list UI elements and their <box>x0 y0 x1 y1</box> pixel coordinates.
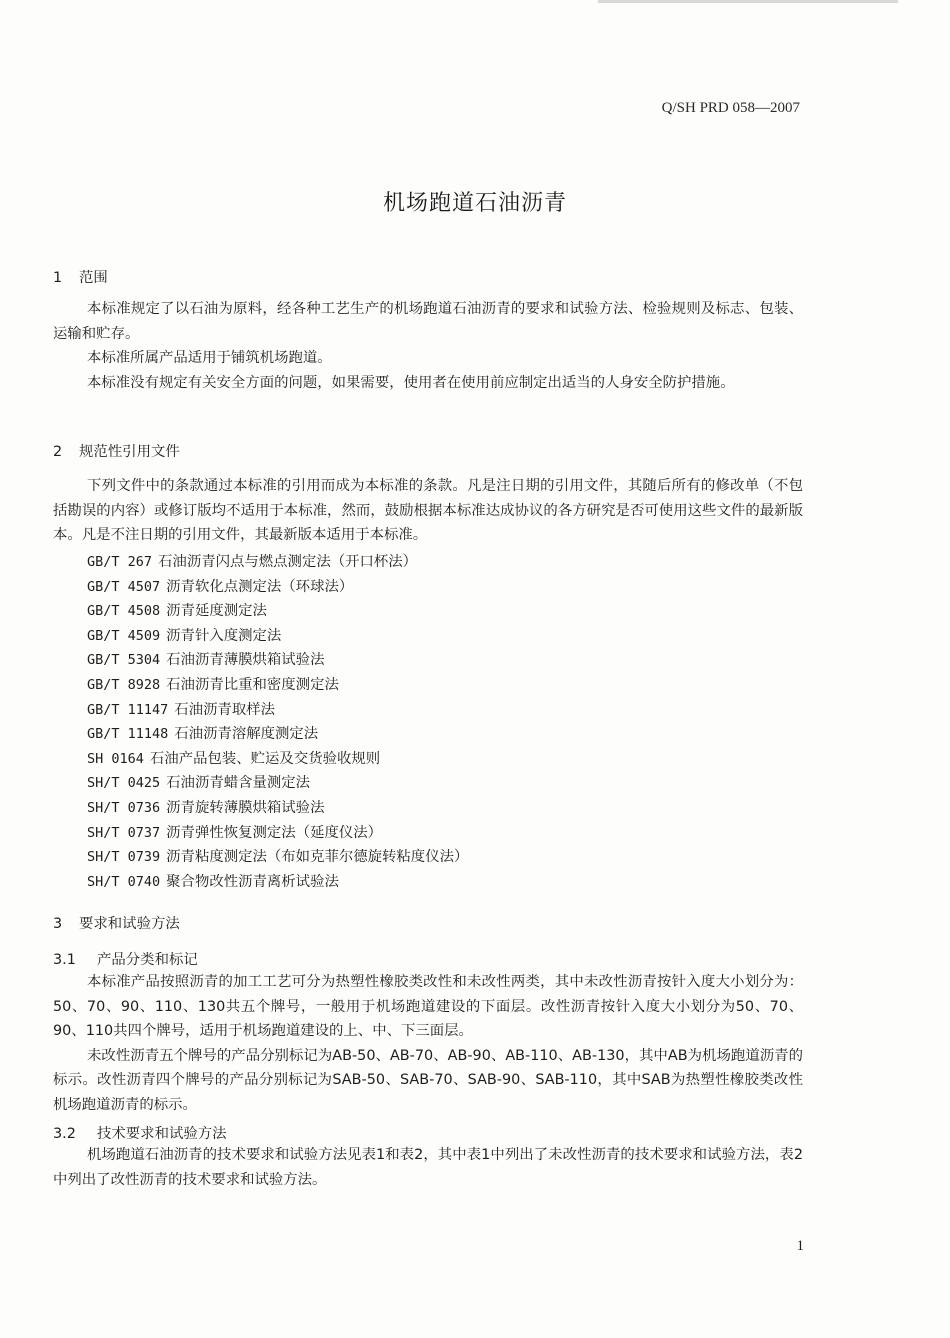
section-number: 3.2 <box>53 1126 76 1142</box>
reference-title: 沥青粘度测定法（布如克菲尔德旋转粘度仪法） <box>166 849 469 866</box>
reference-item <box>87 648 468 673</box>
reference-title: 沥青弹性恢复测定法（延度仪法） <box>166 824 383 841</box>
section-number: 3 <box>53 916 63 932</box>
reference-item <box>87 870 468 895</box>
section-2-intro <box>53 474 803 548</box>
reference-title: 沥青旋转薄膜烘箱试验法 <box>166 799 325 816</box>
reference-code: GB/T 11147 <box>87 701 169 718</box>
section-1-heading <box>53 266 108 287</box>
paragraph: 本标准规定了以石油为原料，经各种工艺生产的机场跑道石油沥青的要求和试验方法、检验规则及标志、包装、运输和贮存。 <box>53 301 803 342</box>
reference-code: GB/T 4509 <box>87 627 161 644</box>
reference-title: 石油沥青闪点与燃点测定法（开口杯法） <box>158 554 418 570</box>
reference-code: GB/T 267 <box>87 554 153 570</box>
section-title: 规范性引用文件 <box>79 444 180 460</box>
page-number: 1 <box>796 1238 804 1254</box>
section-3-2-heading <box>53 1122 227 1143</box>
paragraph: 本标准没有规定有关安全方面的问题，如果需要，使用者在使用前应制定出适当的人身安全防护措施。 <box>87 374 735 391</box>
reference-title: 沥青延度测定法 <box>166 603 267 620</box>
paragraph: 本标准产品按照沥青的加工工艺可分为热塑性橡胶类改性和未改性两类，其中未改性沥青按针入度大小划分为：50、70、90、110、130共五个牌号，一般用于机场跑道建设的下面层。改性沥青按针入度大小划分为50、70、90、110共四个牌号，适用于机场跑道建设的上、中、下三面层。 <box>53 974 803 1039</box>
reference-item <box>87 698 468 723</box>
section-number: 1 <box>53 270 63 286</box>
section-number: 2 <box>53 444 63 460</box>
reference-item <box>87 845 468 870</box>
reference-code: GB/T 8928 <box>87 676 161 693</box>
reference-code: GB/T 4508 <box>87 603 161 620</box>
section-title: 产品分类和标记 <box>97 952 198 968</box>
reference-title: 沥青软化点测定法（环球法） <box>166 578 354 595</box>
paragraph: 本标准所属产品适用于铺筑机场跑道。 <box>87 350 332 366</box>
document-title: 机场跑道石油沥青 <box>382 191 567 216</box>
reference-item <box>87 550 468 575</box>
section-3-1-heading <box>53 948 198 969</box>
section-title: 要求和试验方法 <box>79 916 180 932</box>
scan-edge-rule <box>598 0 898 3</box>
reference-code: SH/T 0737 <box>87 824 161 841</box>
section-3-1-body <box>53 970 803 1117</box>
paragraph: 机场跑道石油沥青的技术要求和试验方法见表1和表2，其中表1中列出了未改性沥青的技术要求和试验方法，表2中列出了改性沥青的技术要求和试验方法。 <box>53 1147 803 1188</box>
reference-title: 石油沥青溶解度测定法 <box>174 726 319 743</box>
reference-title: 石油沥青薄膜烘箱试验法 <box>166 652 325 669</box>
paragraph: 未改性沥青五个牌号的产品分别标记为AB-50、AB-70、AB-90、AB-110、AB-130，其中AB为机场跑道沥青的标示。改性沥青四个牌号的产品分别标记为SAB-50、SAB-70、SAB-90、SAB-110，其中SAB为热塑性橡胶类改性机场跑道沥青的标示。 <box>53 1047 803 1113</box>
reference-item <box>87 624 468 649</box>
reference-item <box>87 771 468 796</box>
reference-title: 石油沥青比重和密度测定法 <box>166 676 339 693</box>
reference-title: 石油产品包装、贮运及交货验收规则 <box>149 750 381 767</box>
reference-code: SH/T 0740 <box>87 873 161 890</box>
reference-code: GB/T 11148 <box>87 726 169 743</box>
reference-code: SH/T 0736 <box>87 799 161 816</box>
reference-code: SH/T 0739 <box>87 849 161 866</box>
normative-references-list <box>87 550 468 894</box>
section-3-2-body <box>53 1143 803 1192</box>
section-title: 范围 <box>79 270 108 286</box>
reference-item <box>87 599 468 624</box>
reference-item <box>87 796 468 821</box>
section-number: 3.1 <box>53 952 76 968</box>
reference-code: SH 0164 <box>87 750 144 767</box>
reference-title: 聚合物改性沥青离析试验法 <box>166 873 339 890</box>
paragraph: 下列文件中的条款通过本标准的引用而成为本标准的条款。凡是注日期的引用文件，其随后所有的修改单（不包括勘误的内容）或修订版均不适用于本标准，然而，鼓励根据本标准达成协议的各方研究是否可使用这些文件的最新版本。凡是不注日期的引用文件，其最新版本适用于本标准。 <box>53 478 803 543</box>
reference-item <box>87 673 468 698</box>
reference-item <box>87 722 468 747</box>
reference-item <box>87 747 468 772</box>
reference-item <box>87 821 468 846</box>
section-title: 技术要求和试验方法 <box>97 1126 227 1142</box>
standard-code: Q/SH PRD 058—2007 <box>661 100 800 116</box>
reference-title: 石油沥青蜡含量测定法 <box>166 775 311 792</box>
reference-item <box>87 575 468 600</box>
reference-code: GB/T 4507 <box>87 578 161 595</box>
section-1-body <box>53 297 803 395</box>
reference-title: 石油沥青取样法 <box>174 701 276 718</box>
reference-title: 沥青针入度测定法 <box>166 627 282 644</box>
reference-code: GB/T 5304 <box>87 652 161 669</box>
reference-code: SH/T 0425 <box>87 775 161 792</box>
section-3-heading <box>53 912 180 933</box>
section-2-heading <box>53 440 180 461</box>
